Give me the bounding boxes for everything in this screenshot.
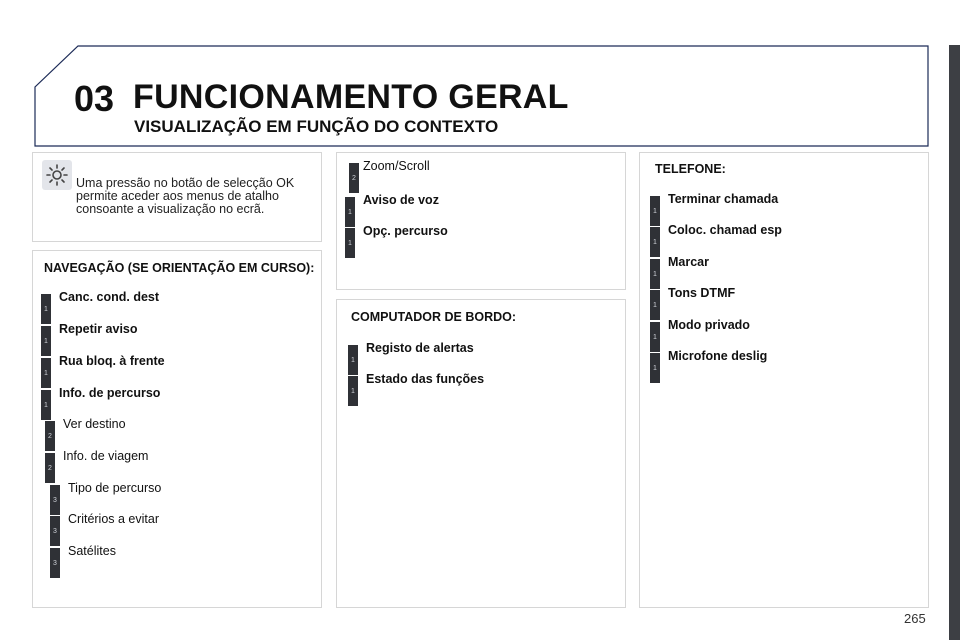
level-badge: 1 <box>348 345 358 375</box>
item-label: Rua bloq. à frente <box>59 354 165 368</box>
item-label: Terminar chamada <box>668 192 779 206</box>
chapter-title: FUNCIONAMENTO GERAL <box>133 78 569 116</box>
page-number: 265 <box>904 611 926 626</box>
level-badge: 1 <box>650 227 660 257</box>
level-badge: 2 <box>45 421 55 451</box>
level-badge: 1 <box>650 259 660 289</box>
level-badge: 1 <box>650 322 660 352</box>
item-label: Opç. percurso <box>363 224 448 238</box>
level-badge: 1 <box>348 376 358 406</box>
item-label: Modo privado <box>668 318 750 332</box>
item-label: Satélites <box>68 544 116 558</box>
level-badge: 2 <box>349 163 359 193</box>
telephone-panel <box>639 152 929 608</box>
item-label: Estado das funções <box>366 372 485 386</box>
sun-icon <box>42 160 72 190</box>
level-badge: 2 <box>45 453 55 483</box>
level-badge: 3 <box>50 485 60 515</box>
level-badge: 1 <box>650 196 660 226</box>
edge-tab-bar <box>949 45 960 640</box>
item-label: Aviso de voz <box>363 193 439 207</box>
item-label: Tipo de percurso <box>68 481 162 495</box>
level-badge: 1 <box>41 294 51 324</box>
level-badge: 3 <box>50 548 60 578</box>
item-label: Marcar <box>668 255 709 269</box>
navigation-title: NAVEGAÇÃO (SE ORIENTAÇÃO EM CURSO): <box>44 261 315 275</box>
level-badge: 1 <box>41 326 51 356</box>
item-label: Coloc. chamad esp <box>668 223 782 237</box>
trip-computer-title: COMPUTADOR DE BORDO: <box>351 310 517 324</box>
item-label: Ver destino <box>63 417 126 431</box>
item-label: Registo de alertas <box>366 341 474 355</box>
section-subtitle: VISUALIZAÇÃO EM FUNÇÃO DO CONTEXTO <box>134 117 499 136</box>
level-badge: 1 <box>345 228 355 258</box>
level-badge: 1 <box>41 358 51 388</box>
tip-text: Uma pressão no botão de selecção OK permite aceder aos menus de atalho consoante a visualização no ecrã. <box>76 176 295 216</box>
level-badge: 1 <box>650 290 660 320</box>
item-label: Info. de percurso <box>59 386 161 400</box>
item-label: Tons DTMF <box>668 286 736 300</box>
level-badge: 1 <box>345 197 355 227</box>
chapter-number: 03 <box>74 78 115 119</box>
item-label: Canc. cond. dest <box>59 290 160 304</box>
item-label: Zoom/Scroll <box>363 159 430 173</box>
level-badge: 1 <box>41 390 51 420</box>
level-badge: 3 <box>50 516 60 546</box>
telephone-title: TELEFONE: <box>655 162 726 176</box>
item-label: Critérios a evitar <box>68 512 159 526</box>
level-badge: 1 <box>650 353 660 383</box>
item-label: Info. de viagem <box>63 449 149 463</box>
item-label: Microfone deslig <box>668 349 768 363</box>
item-label: Repetir aviso <box>59 322 138 336</box>
